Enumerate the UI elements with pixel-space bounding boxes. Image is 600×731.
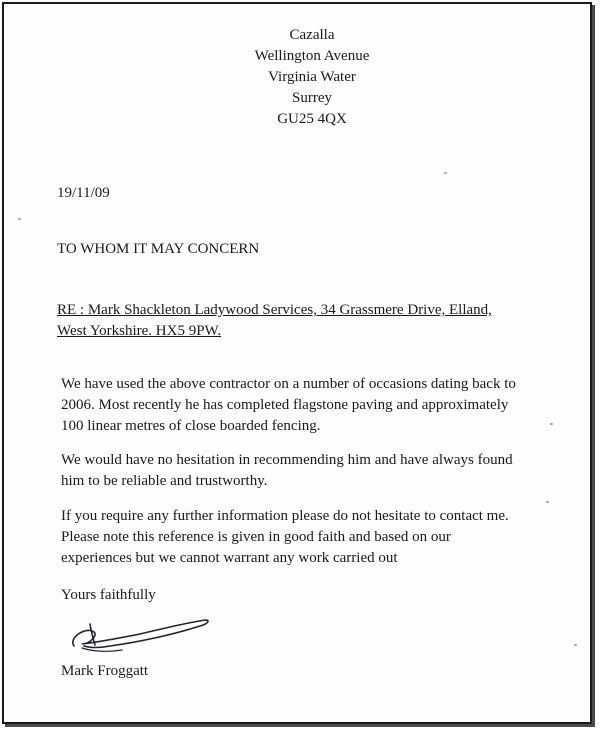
paragraph-2-line-2: him to be reliable and trustworthy.	[61, 473, 268, 489]
scan-speck	[546, 501, 549, 503]
letter-date: 19/11/09	[57, 185, 110, 201]
sender-address-line-2: Wellington Avenue	[254, 48, 370, 64]
scan-speck	[574, 644, 577, 646]
paragraph-3-line-3: experiences but we cannot warrant any work carried out	[61, 550, 398, 566]
paragraph-1-line-1: We have used the above contractor on a number of occasions dating back to	[61, 376, 516, 392]
subject-line-1: RE : Mark Shackleton Ladywood Services, 34 Grassmere Drive, Elland,	[57, 302, 492, 318]
paragraph-3-line-1: If you require any further information please do not hesitate to contact me.	[61, 508, 509, 524]
scan-speck	[444, 172, 447, 174]
sender-address-line-3: Virginia Water	[268, 69, 356, 85]
subject-line-2: West Yorkshire. HX5 9PW.	[57, 323, 222, 339]
sender-address-line-1: Cazalla	[289, 27, 335, 43]
paragraph-1-line-3: 100 linear metres of close boarded fencing.	[61, 418, 321, 434]
paragraph-1-line-2: 2006. Most recently he has completed flagstone paving and approximately	[61, 397, 509, 413]
handwritten-signature	[60, 608, 220, 668]
signatory-name: Mark Froggatt	[61, 663, 149, 679]
sender-address-line-5: GU25 4QX	[277, 111, 347, 127]
scan-speck	[18, 218, 21, 220]
paragraph-2-line-1: We would have no hesitation in recommending him and have always found	[61, 452, 513, 468]
letter-page	[2, 2, 592, 724]
sender-address-line-4: Surrey	[292, 90, 332, 106]
closing: Yours faithfully	[61, 587, 156, 603]
scan-speck	[550, 423, 553, 425]
paragraph-3-line-2: Please note this reference is given in good faith and based on our	[61, 529, 451, 545]
salutation: TO WHOM IT MAY CONCERN	[57, 241, 260, 257]
